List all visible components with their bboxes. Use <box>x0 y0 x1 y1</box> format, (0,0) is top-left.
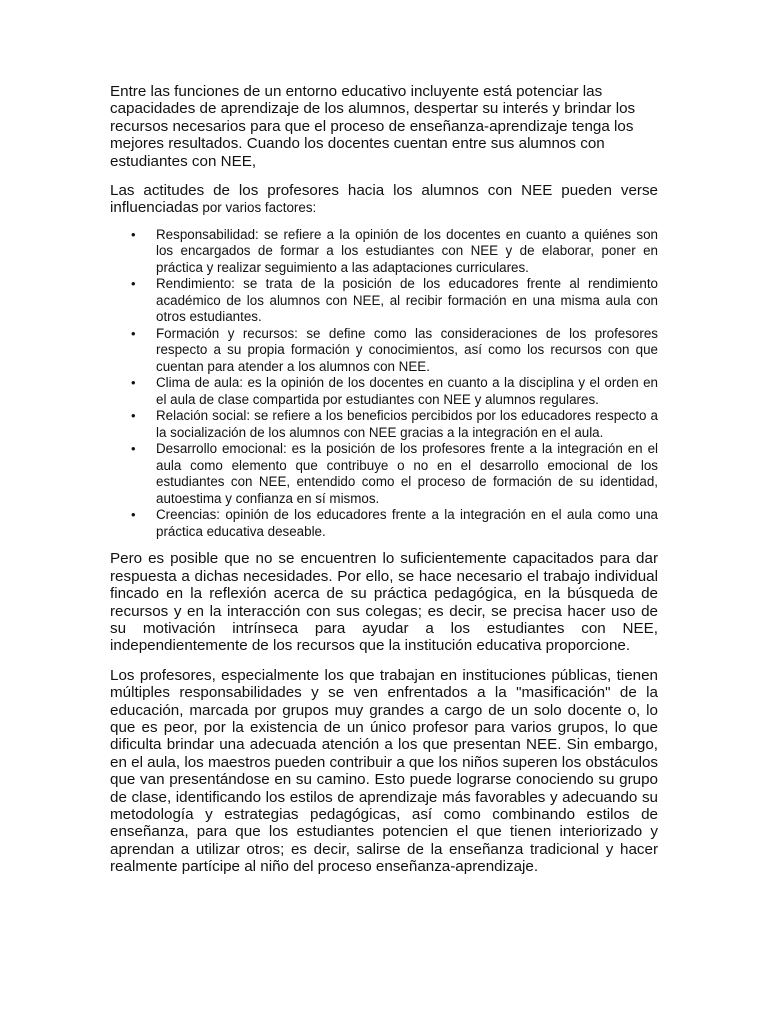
factors-list <box>110 227 658 541</box>
list-item <box>131 441 658 507</box>
bullet-icon: • <box>131 226 136 242</box>
attitudes-main-text: Las actitudes de los profesores hacia los alumnos con NEE pueden verse influenciadas <box>110 182 658 217</box>
capacity-paragraph: Pero es posible que no se encuentren lo suficientemente capacitados para dar respuesta a dichas necesidades. Por ello, se hace necesario el trabajo individual fincado en la reflexión acerca de su práctica pedagógica, en la búsqueda de recursos y en la interacción con sus colegas; es decir, se precisa hacer uso de su motivación intrínseca para ayudar a los estudiantes con NEE, independientemente de los recursos que la institución educativa proporcione. <box>110 550 658 655</box>
factor-text: Responsabilidad: se refiere a la opinión de los docentes en cuanto a quiénes son los encargados de formar a los estudiantes con NEE y de elaborar, poner en práctica y realizar seguimiento a las adaptaciones curriculares. <box>156 226 658 275</box>
list-item <box>131 375 658 408</box>
attitudes-paragraph <box>110 182 658 217</box>
factor-text: Desarrollo emocional: es la posición de los profesores frente a la integración en el aula como elemento que contribuye o no en el desarrollo emocional de los estudiantes con NEE, entendido como el proceso de formación de su identidad, autoestima y confianza en sí mismos. <box>156 441 658 506</box>
list-item <box>131 325 658 376</box>
factor-text: Relación social: se refiere a los beneficios percibidos por los educadores respecto a la socialización de los alumnos con NEE gracias a la integración en el aula. <box>156 408 658 440</box>
factor-text: Creencias: opinión de los educadores frente a la integración en el aula como una práctica educativa deseable. <box>156 507 658 539</box>
factor-text: Clima de aula: es la opinión de los docentes en cuanto a la disciplina y el orden en el aula de clase compartida por estudiantes con NEE y alumnos regulares. <box>156 375 658 407</box>
factor-text: Rendimiento: se trata de la posición de los educadores frente al rendimiento académico de los alumnos con NEE, al recibir formación en una misma aula con otros estudiantes. <box>156 276 658 325</box>
attitudes-tail-text: por varios factores: <box>198 200 317 216</box>
list-item <box>131 507 658 540</box>
teachers-paragraph: Los profesores, especialmente los que trabajan en instituciones públicas, tienen múltiples responsabilidades y se ven enfrentados a la "masificación" de la educación, marcada por grupos muy grandes a cargo de un solo docente o, lo que es peor, por la existencia de un único profesor para varios grupos, lo que dificulta brindar una adecuada atención a los que presentan NEE. Sin embargo, en el aula, los maestros pueden contribuir a que los niños superen los obstáculos que van presentándose en su camino. Esto puede lograrse conociendo su grupo de clase, identificando los estilos de aprendizaje más favorables y adecuando su metodología y estrategias pedagógicas, así como combinando estilos de enseñanza, para que los estudiantes potencien el que tienen interiorizado y aprendan a utilizar otros; es decir, salirse de la enseñanza tradicional y hacer realmente partícipe al niño del proceso enseñanza-aprendizaje. <box>110 666 658 876</box>
factor-text: Formación y recursos: se define como las consideraciones de los profesores respecto a su propia formación y conocimientos, así como los recursos con que cuentan para atender a los alumnos con NEE. <box>156 325 658 374</box>
list-item <box>131 276 658 326</box>
bullet-icon: • <box>131 375 136 391</box>
bullet-icon: • <box>131 276 136 292</box>
bullet-icon: • <box>131 441 136 457</box>
intro-paragraph: Entre las funciones de un entorno educativo incluyente está potenciar las capacidades de aprendizaje de los alumnos, despertar su interés y brindar los recursos necesarios para que el proceso de enseñanza-aprendizaje tenga los mejores resultados. Cuando los docentes cuentan entre sus alumnos con estudiantes con NEE, <box>110 83 636 170</box>
bullet-icon: • <box>131 408 136 424</box>
list-item <box>131 226 658 277</box>
document-page <box>110 83 658 876</box>
list-item <box>131 408 658 441</box>
bullet-icon: • <box>131 507 136 523</box>
bullet-icon: • <box>131 325 136 341</box>
